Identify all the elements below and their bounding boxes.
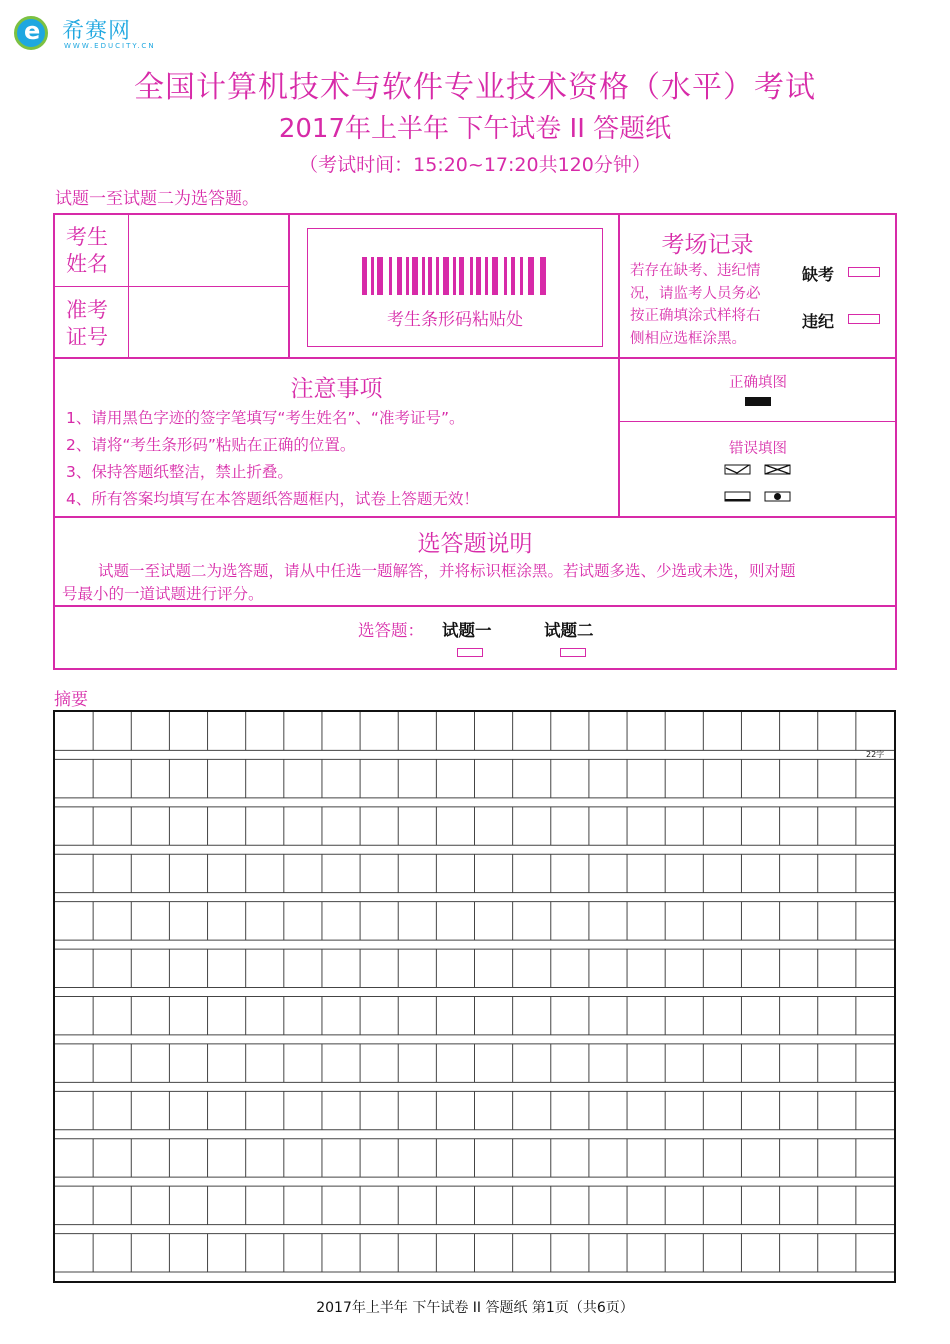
top-notice: 试题一至试题二为选答题。 [55,189,259,209]
exam-record-desc: 若存在缺考、违纪情 况，请监考人员务必 按正确填涂式样将右 侧相应选框涂黑。 [630,263,761,347]
count-note: 22字 [866,750,885,759]
abstract-grid[interactable] [53,710,896,1283]
choice-desc-line2: 号最小的一道试题进行评分。 [62,585,264,603]
logo-e-icon [14,16,48,50]
logo-url: WWW.EDUCITY.CN [64,42,156,50]
option1-label: 试题一 [442,621,492,640]
exam-time: （考试时间：15:20~17:20共120分钟） [299,154,651,176]
absent-label: 缺考 [802,265,835,284]
wrong-fill-marks-icon [724,464,794,504]
violation-label: 违纪 [802,312,835,331]
page-footer: 2017年上半年 下午试卷 II 答题纸 第1页（共6页） [316,1300,634,1316]
option2-checkbox[interactable] [560,648,586,657]
name-label: 考生 姓名 [66,225,108,276]
abstract-label: 摘要 [54,690,88,710]
exam-record-title: 考场记录 [661,232,754,258]
divider [619,421,896,422]
wrong-fill-label: 错误填图 [729,441,787,457]
divider [53,605,897,607]
note-item: 2、请将“考生条形码”粘贴在正确的位置。 [66,436,356,454]
note-item: 1、请用黑色字迹的签字笔填写“考生姓名”、“准考证号”。 [66,409,465,427]
writing-grid [55,712,894,1281]
barcode-label: 考生条形码粘贴处 [387,310,523,330]
barcode-area[interactable] [307,228,603,347]
choice-title: 选答题说明 [417,531,533,557]
notes-title: 注意事项 [290,376,383,402]
logo-name: 希赛网 [62,19,132,44]
divider [53,516,897,518]
id-field[interactable] [130,288,287,357]
id-label: 准考 证号 [66,298,108,349]
select-label: 选答题： [358,621,424,640]
site-logo [14,12,154,58]
note-item: 3、保持答题纸整洁，禁止折叠。 [66,463,293,481]
option2-label: 试题二 [544,621,594,640]
violation-checkbox[interactable] [848,314,880,324]
divider [53,357,897,359]
note-item: 4、所有答案均填写在本答题纸答题框内，试卷上答题无效！ [66,490,479,508]
name-field[interactable] [130,215,287,285]
correct-fill-mark [745,397,771,406]
correct-fill-label: 正确填图 [729,375,787,391]
divider [53,286,289,287]
choice-desc-line1: 试题一至试题二为选答题，请从中任选一题解答，并将标识框涂黑。若试题多选、少选或未选，则对题 [98,562,796,580]
exam-title: 全国计算机技术与软件专业技术资格（水平）考试 [134,70,816,105]
barcode-icon [362,257,548,295]
absent-checkbox[interactable] [848,267,880,277]
notes-list [66,405,479,513]
option1-checkbox[interactable] [457,648,483,657]
exam-subtitle: 2017年上半年 下午试卷 II 答题纸 [278,114,672,144]
